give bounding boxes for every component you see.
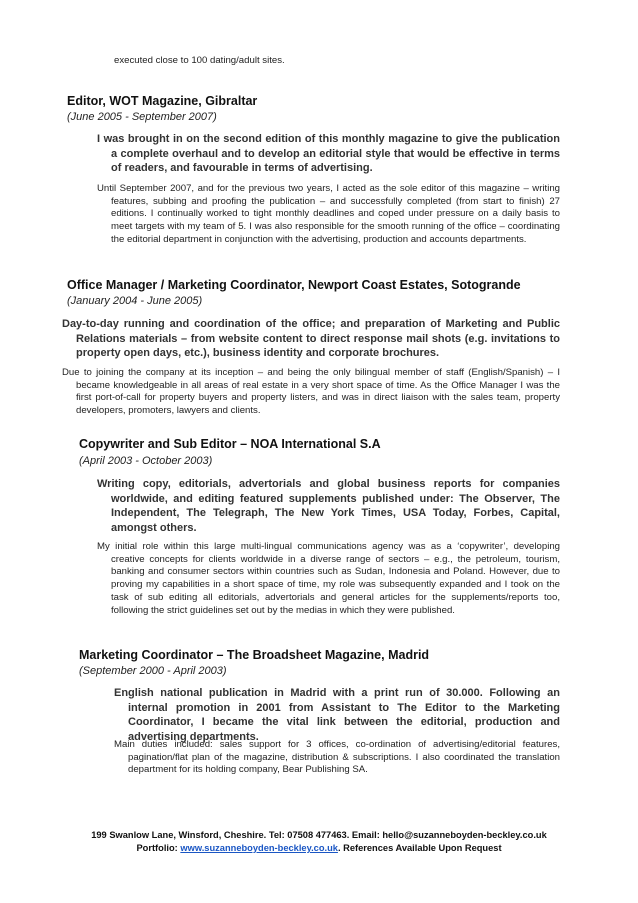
job-title: Office Manager / Marketing Coordinator, Newport Coast Estates, Sotogrande bbox=[67, 278, 521, 292]
job-summary: Day-to-day running and coordination of the office; and preparation of Marketing and Public Relations materials – from website content to direct response mail shots (e.g. invitations to property open days, etc.), business identity and corporate brochures. bbox=[62, 318, 560, 359]
job-detail: Due to joining the company at its inception – and being the only bilingual member of staff (English/Spanish) – I became knowledgeable in all areas of real estate in a very short space of time. As the Office Manager I was the first port-of-call for property buyers and property listers, and was in direct liaison with the sales team, property developers, promoters, lawyers and clients. bbox=[62, 367, 560, 417]
footer bbox=[40, 829, 598, 855]
portfolio-link[interactable]: www.suzanneboyden-beckley.co.uk bbox=[180, 843, 338, 853]
job-summary: I was brought in on the second edition of this monthly magazine to give the publication a complete overhaul and to develop an editorial style that would be effective in terms of readers, and favourable in terms of advertising. bbox=[97, 133, 560, 174]
job-detail: My initial role within this large multi-lingual communications agency was as a ‘copywriter’, developing creative concepts for clients worldwide in a diverse range of sectors – e.g., the petroleum, tourism, banking and consumer sectors within countries such as Sudan, Indonesia and Poland. However, due to proving my capabilities in a short space of time, my role was subsequently expanded and I took on the task of sub editing all editorials, advertorials and general articles for the supplements/reports too, following the strict guidelines set out by the medias in which they were published. bbox=[97, 541, 560, 616]
top-continuation-line: executed close to 100 dating/adult sites. bbox=[114, 55, 285, 66]
job-title: Copywriter and Sub Editor – NOA International S.A bbox=[79, 437, 381, 451]
footer-contact-line: 199 Swanlow Lane, Winsford, Cheshire. Tel: 07508 477463. Email: hello@suzanneboyden-beckley.co.uk bbox=[91, 830, 547, 840]
job-dates: (January 2004 - June 2005) bbox=[67, 295, 203, 307]
job-summary: Writing copy, editorials, advertorials and global business reports for companies worldwide, and editing featured supplements published under: The Observer, The Independent, The Telegraph, The New York Times, USA Today, Forbes, Capital, amongst others. bbox=[97, 478, 560, 534]
job-dates: (April 2003 - October 2003) bbox=[79, 455, 213, 467]
job-summary: English national publication in Madrid with a print run of 30.000. Following an internal promotion in 2001 from Assistant to The Editor to the Marketing Coordinator, I became the vital link between the editorial, production and advertising departments. bbox=[114, 687, 560, 743]
job-title: Marketing Coordinator – The Broadsheet Magazine, Madrid bbox=[79, 648, 430, 662]
job-detail: Until September 2007, and for the previous two years, I acted as the sole editor of this magazine – writing features, subbing and proofing the publication – and successfully completed (from start to finish) 27 editions. I continually worked to tight monthly deadlines and coped under pressure on a daily basis to meet targets with my team of 5. I was also responsible for the smooth running of the office – coordinating the editorial department in conjunction with the advertising, production and accounts departments. bbox=[97, 183, 560, 245]
portfolio-label: Portfolio: bbox=[136, 843, 178, 853]
references-note: . References Available Upon Request bbox=[337, 843, 502, 853]
footer-portfolio-line bbox=[40, 842, 598, 855]
job-dates: (September 2000 - April 2003) bbox=[79, 665, 227, 677]
job-title: Editor, WOT Magazine, Gibraltar bbox=[67, 94, 258, 108]
job-dates: (June 2005 - September 2007) bbox=[67, 111, 217, 123]
job-detail: Main duties included: sales support for 3 offices, co-ordination of advertising/editorial features, pagination/flat plan of the magazine, distribution & subscriptions. I also coordinated the translation department for its holding company, Bear Publishing SA. bbox=[114, 739, 560, 776]
